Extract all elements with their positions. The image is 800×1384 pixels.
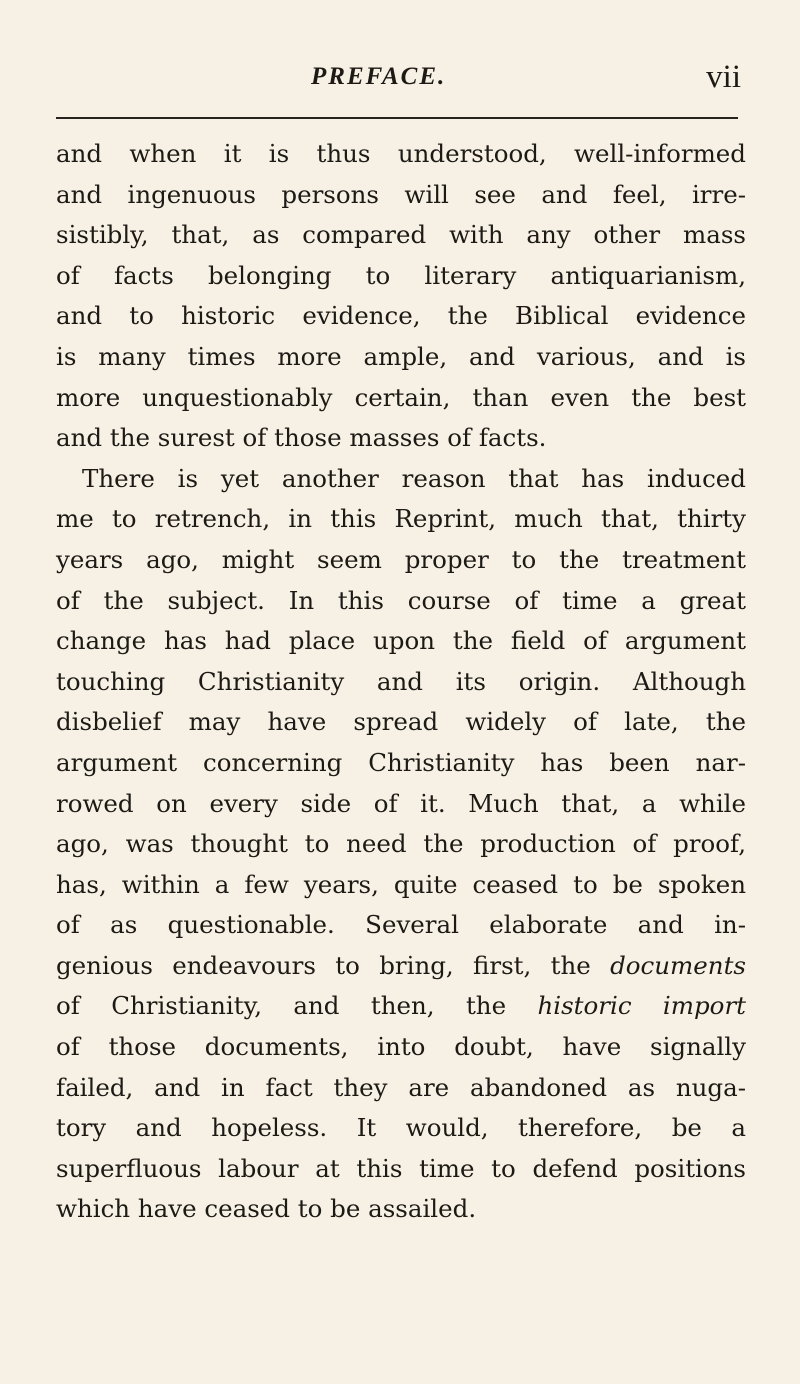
text-line: superfluous labour at this time to defend positions [56,1153,746,1183]
text-line: ago, was thought to need the production of proof, [56,829,746,859]
text-line [56,986,746,1027]
header-rule [56,117,738,119]
text-line: change has had place upon the field of argument [56,626,746,656]
text-line: of the subject. In this course of time a great [56,585,746,615]
text-line: tory and hopeless. It would, therefore, be a [56,1113,746,1143]
text-line: failed, and in fact they are abandoned as nuga- [56,1072,746,1102]
text-line: and ingenuous persons will see and feel, irre- [56,179,746,209]
text-line: and the surest of those masses of facts. [56,423,547,453]
text-line: years ago, might seem proper to the treatment [56,544,746,574]
italic-historic-import: historic import [537,991,746,1021]
text-line: is many times more ample, and various, and is [56,341,746,371]
text-line: of as questionable. Several elaborate and in- [56,910,746,940]
page-number: vii [706,59,741,95]
text-line: me to retrench, in this Reprint, much that, thirty [56,504,746,534]
text-line: rowed on every side of it. Much that, a while [56,788,746,818]
text-line: There is yet another reason that has induced [82,463,746,493]
text-segment: genious endeavours to bring, first, the [56,950,591,980]
preface-text [56,134,746,1230]
text-line: argument concerning Christianity has been nar- [56,747,746,777]
italic-documents: documents [610,950,746,980]
text-line: and to historic evidence, the Biblical evidence [56,301,746,331]
text-line [56,946,746,987]
text-line: of those documents, into doubt, have signally [56,1032,746,1062]
text-line: touching Christianity and its origin. Although [56,666,746,696]
text-line: disbelief may have spread widely of late, the [56,707,746,737]
text-line: and when it is thus understood, well-informed [56,139,746,168]
text-segment: of Christianity, and then, the [56,991,507,1021]
running-head: PREFACE. [311,63,447,90]
page-header [58,59,741,98]
text-line: has, within a few years, quite ceased to be spoken [56,869,746,899]
text-line: of facts belonging to literary antiquarianism, [56,260,746,290]
text-line: sistibly, that, as compared with any other mass [56,220,746,250]
text-line: more unquestionably certain, than even the best [56,382,746,412]
text-line: which have ceased to be assailed. [56,1194,477,1224]
